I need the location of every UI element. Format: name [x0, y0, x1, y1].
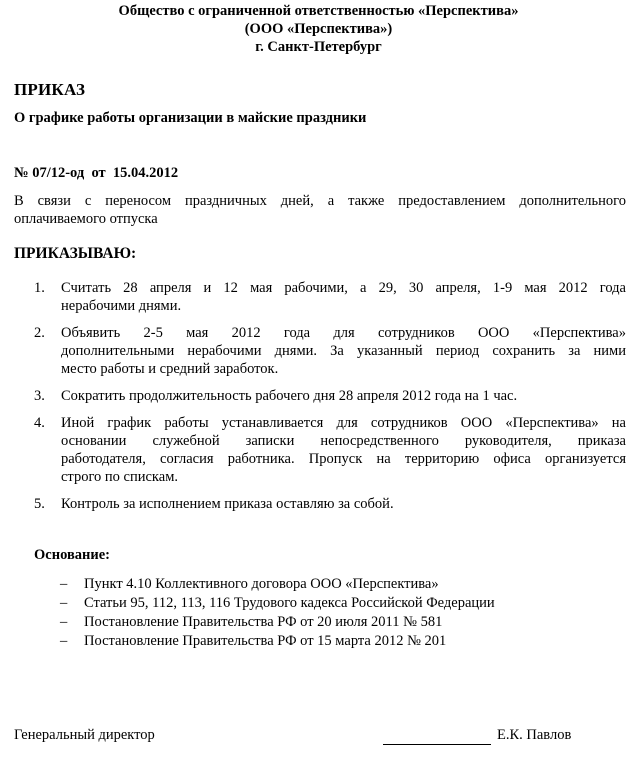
- item-2-line-1: Объявить 2-5 мая 2012 года для сотрудников ООО «Перспектива»: [61, 325, 626, 341]
- item-4-line-4: строго по спискам.: [61, 469, 178, 485]
- item-number: 3.: [34, 388, 45, 404]
- preamble-line-1: В связи с переносом праздничных дней, а также предоставлением дополнительного: [14, 193, 626, 209]
- basis-heading: Основание:: [34, 547, 111, 563]
- basis-item-text: Постановление Правительства РФ от 15 марта 2012 № 201: [84, 633, 447, 649]
- dash-bullet: –: [60, 633, 68, 649]
- basis-item-text: Статьи 95, 112, 113, 116 Трудового кадекса Российской Федерации: [84, 595, 495, 611]
- item-number: 4.: [34, 415, 45, 431]
- signatory-position: Генеральный директор: [14, 727, 155, 743]
- item-1-line-2: нерабочими днями.: [61, 298, 182, 314]
- signatory-name: Е.К. Павлов: [497, 727, 572, 743]
- basis-item-text: Постановление Правительства РФ от 20 июля 2011 № 581: [84, 614, 443, 630]
- city-line: г. Санкт-Петербург: [255, 39, 382, 55]
- item-2-line-2: дополнительными нерабочими днями. За указанный период сохранить за ними: [61, 343, 626, 359]
- basis-item: [60, 613, 442, 631]
- item-4-line-2: основании служебной записки непосредственного руководителя, приказа: [61, 433, 626, 449]
- item-4-line-3: работодателя, согласия работника. Пропуск на территорию офиса организуется: [61, 451, 626, 467]
- item-number: 2.: [34, 325, 45, 341]
- basis-item-text: Пункт 4.10 Коллективного договора ООО «Перспектива»: [84, 576, 439, 592]
- basis-item: [60, 594, 495, 612]
- order-word: ПРИКАЗЫВАЮ:: [14, 245, 137, 262]
- basis-item: [60, 575, 439, 593]
- org-short-name: (ООО «Перспектива»): [244, 21, 393, 37]
- document-subject: О графике работы организации в майские праздники: [14, 110, 367, 126]
- dash-bullet: –: [60, 595, 68, 611]
- dash-bullet: –: [60, 614, 68, 630]
- signature-line: [383, 744, 491, 745]
- basis-item: [60, 632, 446, 650]
- item-number: 5.: [34, 496, 45, 512]
- document-number-date: № 07/12-од от 15.04.2012: [14, 165, 179, 181]
- item-1-line-1: Считать 28 апреля и 12 мая рабочими, а 29, 30 апреля, 1-9 мая 2012 года: [61, 280, 626, 296]
- item-number: 1.: [34, 280, 45, 296]
- item-4-line-1: Иной график работы устанавливается для сотрудников ООО «Перспектива» на: [61, 415, 626, 431]
- org-name-line: Общество с ограниченной ответственностью «Перспектива»: [118, 3, 519, 19]
- document-type: ПРИКАЗ: [14, 80, 86, 99]
- item-3-line-1: Сократить продолжительность рабочего дня 28 апреля 2012 года на 1 час.: [61, 388, 518, 404]
- item-5-line-1: Контроль за исполнением приказа оставляю за собой.: [61, 496, 394, 512]
- preamble-line-2: оплачиваемого отпуска: [14, 211, 158, 227]
- item-2-line-3: место работы и средний заработок.: [61, 361, 279, 377]
- dash-bullet: –: [60, 576, 68, 592]
